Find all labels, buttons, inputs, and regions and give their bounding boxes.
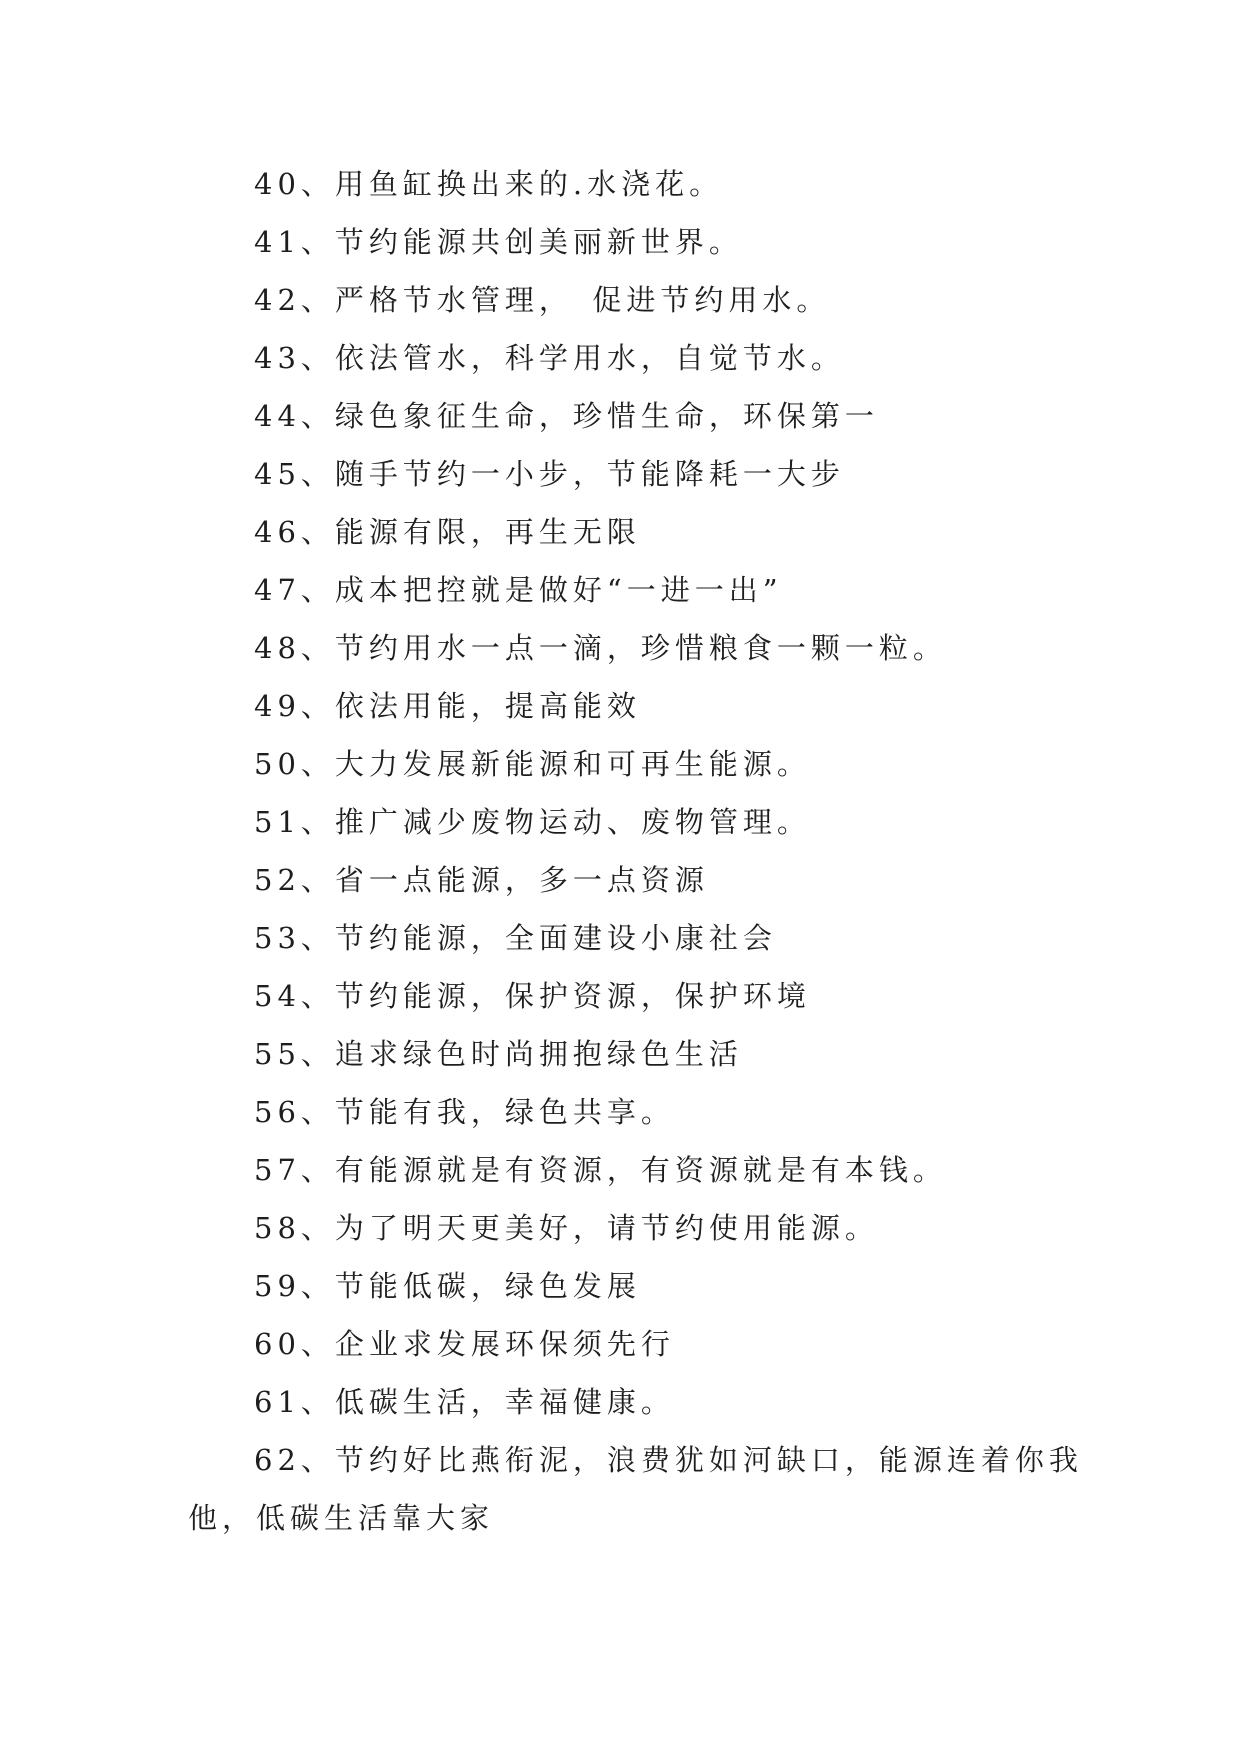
list-item: 59、节能低碳，绿色发展 xyxy=(254,1269,641,1303)
list-item: 42、严格节水管理， 促进节约用水。 xyxy=(254,283,831,317)
list-item: 61、低碳生活，幸福健康。 xyxy=(254,1385,675,1419)
list-item: 49、依法用能，提高能效 xyxy=(254,689,641,723)
list-item: 45、随手节约一小步，节能降耗一大步 xyxy=(254,457,845,491)
list-item: 54、节约能源，保护资源，保护环境 xyxy=(254,979,811,1013)
list-item: 44、绿色象征生命，珍惜生命，环保第一 xyxy=(254,399,879,433)
list-item: 48、节约用水一点一滴，珍惜粮食一颗一粒。 xyxy=(254,631,947,665)
list-item: 58、为了明天更美好，请节约使用能源。 xyxy=(254,1211,879,1245)
list-item: 55、追求绿色时尚拥抱绿色生活 xyxy=(254,1037,743,1071)
list-item: 46、能源有限，再生无限 xyxy=(254,515,641,549)
slogan-list xyxy=(188,155,1083,1547)
list-item: 52、省一点能源，多一点资源 xyxy=(254,863,709,897)
list-item: 43、依法管水，科学用水，自觉节水。 xyxy=(254,341,845,375)
list-item: 50、大力发展新能源和可再生能源。 xyxy=(254,747,811,781)
list-item: 40、用鱼缸换出来的.水浇花。 xyxy=(254,167,724,201)
list-item: 60、企业求发展环保须先行 xyxy=(254,1327,675,1361)
list-item-62-line-1: 62、节约好比燕衔泥，浪费犹如河缺口，能源连着你我 xyxy=(254,1443,1083,1477)
list-item: 56、节能有我，绿色共享。 xyxy=(254,1095,675,1129)
list-item: 57、有能源就是有资源，有资源就是有本钱。 xyxy=(254,1153,947,1187)
list-item: 47、成本把控就是做好“一进一出” xyxy=(254,573,783,607)
list-item-62-line-2: 他，低碳生活靠大家 xyxy=(188,1501,495,1535)
list-item: 51、推广减少废物运动、废物管理。 xyxy=(254,805,811,839)
list-item: 41、节约能源共创美丽新世界。 xyxy=(254,225,743,259)
list-item: 53、节约能源，全面建设小康社会 xyxy=(254,921,777,955)
